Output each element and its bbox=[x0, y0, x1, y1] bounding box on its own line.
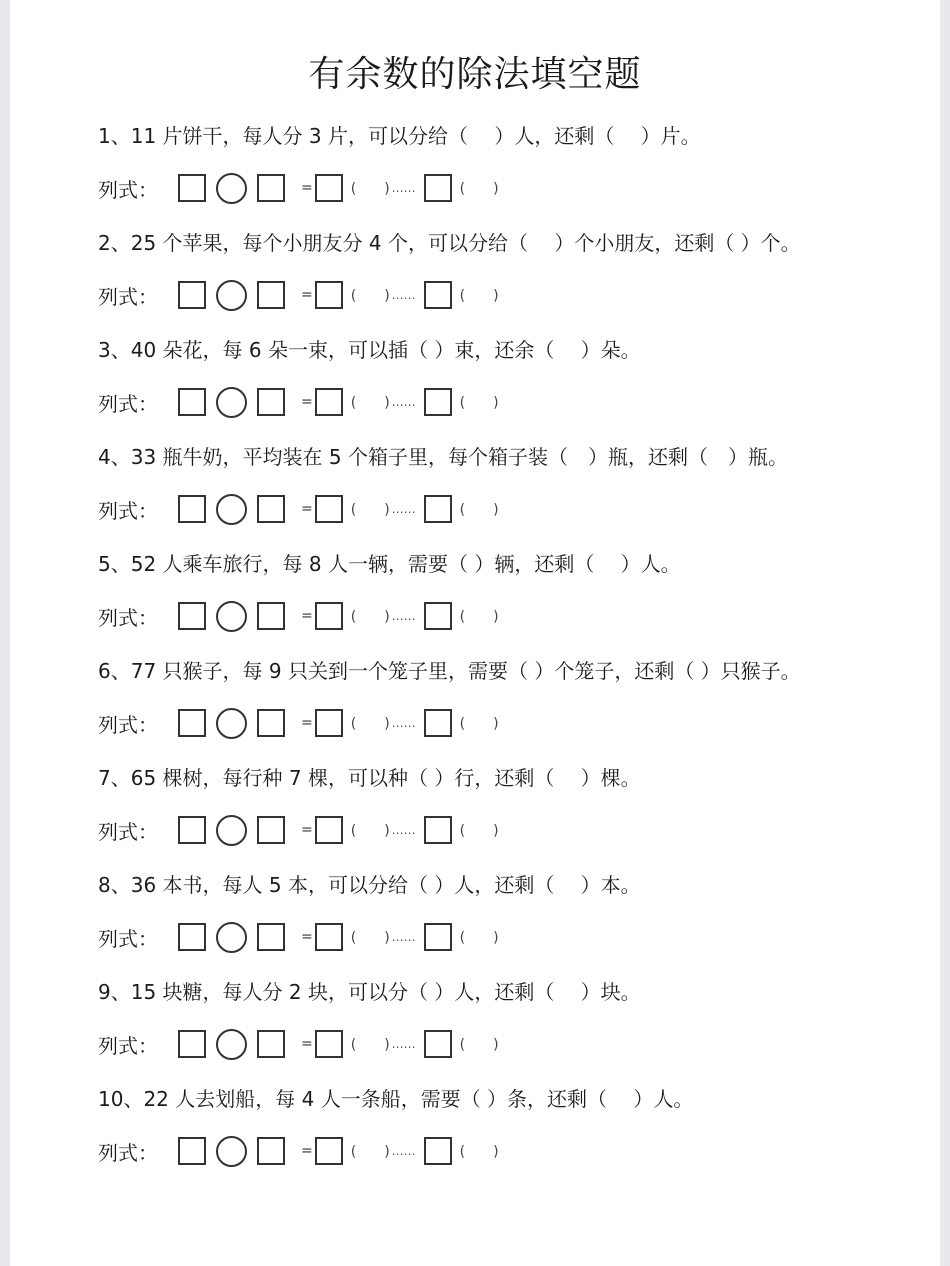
remainder-unit-blank[interactable]: ( ) bbox=[459, 930, 499, 946]
quotient-box[interactable] bbox=[315, 816, 343, 844]
remainder-dots: …… bbox=[391, 502, 416, 516]
remainder-dots: …… bbox=[391, 609, 416, 623]
operator-circle[interactable] bbox=[216, 280, 247, 311]
operator-circle[interactable] bbox=[216, 173, 247, 204]
remainder-dots: …… bbox=[391, 395, 416, 409]
dividend-box[interactable] bbox=[178, 1137, 206, 1165]
operator-circle[interactable] bbox=[216, 601, 247, 632]
quotient-box[interactable] bbox=[315, 923, 343, 951]
dividend-box[interactable] bbox=[178, 495, 206, 523]
formula-label: 列式： bbox=[98, 605, 158, 630]
formula-label: 列式： bbox=[98, 712, 158, 737]
formula-label: 列式： bbox=[98, 284, 158, 309]
quotient-unit-blank[interactable]: ( ) bbox=[350, 1144, 390, 1160]
problem-item bbox=[98, 116, 918, 223]
worksheet-page bbox=[10, 0, 940, 1266]
formula-row bbox=[98, 698, 918, 748]
formula-row bbox=[98, 377, 918, 427]
quotient-unit-blank[interactable]: ( ) bbox=[350, 609, 390, 625]
question-text: 8、36 本书，每人 5 本，可以分给（ ）人，还剩（ ）本。 bbox=[98, 873, 641, 897]
quotient-unit-blank[interactable]: ( ) bbox=[350, 181, 390, 197]
operator-circle[interactable] bbox=[216, 708, 247, 739]
dividend-box[interactable] bbox=[178, 174, 206, 202]
dividend-box[interactable] bbox=[178, 709, 206, 737]
formula-label: 列式： bbox=[98, 498, 158, 523]
quotient-box[interactable] bbox=[315, 174, 343, 202]
equals-sign: = bbox=[301, 608, 313, 624]
remainder-unit-blank[interactable]: ( ) bbox=[459, 288, 499, 304]
question-text: 6、77 只猴子，每 9 只关到一个笼子里，需要（ ）个笼子，还剩（ ）只猴子。 bbox=[98, 659, 801, 683]
equals-sign: = bbox=[301, 394, 313, 410]
dividend-box[interactable] bbox=[178, 1030, 206, 1058]
remainder-dots: …… bbox=[391, 716, 416, 730]
equals-sign: = bbox=[301, 822, 313, 838]
problem-item bbox=[98, 437, 918, 544]
equals-sign: = bbox=[301, 1036, 313, 1052]
divisor-box[interactable] bbox=[257, 174, 285, 202]
remainder-dots: …… bbox=[391, 288, 416, 302]
formula-row bbox=[98, 163, 918, 213]
remainder-box[interactable] bbox=[424, 281, 452, 309]
problem-item bbox=[98, 330, 918, 437]
remainder-box[interactable] bbox=[424, 174, 452, 202]
quotient-box[interactable] bbox=[315, 281, 343, 309]
question-text: 5、52 人乘车旅行，每 8 人一辆，需要（ ）辆，还剩（ ）人。 bbox=[98, 552, 681, 576]
remainder-unit-blank[interactable]: ( ) bbox=[459, 1037, 499, 1053]
remainder-dots: …… bbox=[391, 823, 416, 837]
remainder-unit-blank[interactable]: ( ) bbox=[459, 823, 499, 839]
formula-label: 列式： bbox=[98, 391, 158, 416]
remainder-box[interactable] bbox=[424, 495, 452, 523]
formula-row bbox=[98, 805, 918, 855]
formula-label: 列式： bbox=[98, 177, 158, 202]
divisor-box[interactable] bbox=[257, 281, 285, 309]
remainder-box[interactable] bbox=[424, 388, 452, 416]
divisor-box[interactable] bbox=[257, 495, 285, 523]
formula-row bbox=[98, 484, 918, 534]
page-title: 有余数的除法填空题 bbox=[308, 54, 642, 95]
remainder-dots: …… bbox=[391, 930, 416, 944]
equals-sign: = bbox=[301, 1143, 313, 1159]
remainder-box[interactable] bbox=[424, 923, 452, 951]
quotient-box[interactable] bbox=[315, 388, 343, 416]
quotient-box[interactable] bbox=[315, 602, 343, 630]
remainder-unit-blank[interactable]: ( ) bbox=[459, 181, 499, 197]
question-text: 1、11 片饼干，每人分 3 片，可以分给（ ）人，还剩（ ）片。 bbox=[98, 124, 701, 148]
dividend-box[interactable] bbox=[178, 388, 206, 416]
formula-label: 列式： bbox=[98, 1033, 158, 1058]
remainder-box[interactable] bbox=[424, 816, 452, 844]
remainder-unit-blank[interactable]: ( ) bbox=[459, 1144, 499, 1160]
remainder-unit-blank[interactable]: ( ) bbox=[459, 716, 499, 732]
operator-circle[interactable] bbox=[216, 815, 247, 846]
divisor-box[interactable] bbox=[257, 388, 285, 416]
dividend-box[interactable] bbox=[178, 602, 206, 630]
quotient-box[interactable] bbox=[315, 1137, 343, 1165]
quotient-box[interactable] bbox=[315, 709, 343, 737]
equals-sign: = bbox=[301, 715, 313, 731]
divisor-box[interactable] bbox=[257, 816, 285, 844]
problem-item bbox=[98, 544, 918, 651]
dividend-box[interactable] bbox=[178, 816, 206, 844]
operator-circle[interactable] bbox=[216, 387, 247, 418]
problem-item bbox=[98, 972, 918, 1079]
operator-circle[interactable] bbox=[216, 1029, 247, 1060]
quotient-unit-blank[interactable]: ( ) bbox=[350, 716, 390, 732]
equals-sign: = bbox=[301, 501, 313, 517]
problem-item bbox=[98, 651, 918, 758]
formula-row bbox=[98, 912, 918, 962]
problem-item bbox=[98, 865, 918, 972]
dividend-box[interactable] bbox=[178, 281, 206, 309]
question-text: 3、40 朵花，每 6 朵一束，可以插（ ）束，还余（ ）朵。 bbox=[98, 338, 641, 362]
formula-row bbox=[98, 1126, 918, 1176]
divisor-box[interactable] bbox=[257, 709, 285, 737]
remainder-unit-blank[interactable]: ( ) bbox=[459, 502, 499, 518]
formula-label: 列式： bbox=[98, 926, 158, 951]
problem-item bbox=[98, 223, 918, 330]
divisor-box[interactable] bbox=[257, 1137, 285, 1165]
quotient-unit-blank[interactable]: ( ) bbox=[350, 930, 390, 946]
formula-row bbox=[98, 591, 918, 641]
remainder-unit-blank[interactable]: ( ) bbox=[459, 609, 499, 625]
quotient-unit-blank[interactable]: ( ) bbox=[350, 823, 390, 839]
operator-circle[interactable] bbox=[216, 494, 247, 525]
equals-sign: = bbox=[301, 287, 313, 303]
quotient-box[interactable] bbox=[315, 495, 343, 523]
remainder-box[interactable] bbox=[424, 602, 452, 630]
problem-list bbox=[98, 116, 918, 1186]
formula-row bbox=[98, 1019, 918, 1069]
remainder-dots: …… bbox=[391, 1144, 416, 1158]
remainder-box[interactable] bbox=[424, 1030, 452, 1058]
formula-label: 列式： bbox=[98, 1140, 158, 1165]
quotient-unit-blank[interactable]: ( ) bbox=[350, 395, 390, 411]
equals-sign: = bbox=[301, 180, 313, 196]
remainder-dots: …… bbox=[391, 1037, 416, 1051]
remainder-unit-blank[interactable]: ( ) bbox=[459, 395, 499, 411]
remainder-box[interactable] bbox=[424, 709, 452, 737]
equals-sign: = bbox=[301, 929, 313, 945]
quotient-box[interactable] bbox=[315, 1030, 343, 1058]
quotient-unit-blank[interactable]: ( ) bbox=[350, 1037, 390, 1053]
remainder-dots: …… bbox=[391, 181, 416, 195]
divisor-box[interactable] bbox=[257, 1030, 285, 1058]
divisor-box[interactable] bbox=[257, 923, 285, 951]
question-text: 7、65 棵树，每行种 7 棵，可以种（ ）行，还剩（ ）棵。 bbox=[98, 766, 641, 790]
problem-item bbox=[98, 1079, 918, 1186]
quotient-unit-blank[interactable]: ( ) bbox=[350, 288, 390, 304]
operator-circle[interactable] bbox=[216, 1136, 247, 1167]
formula-row bbox=[98, 270, 918, 320]
divisor-box[interactable] bbox=[257, 602, 285, 630]
remainder-box[interactable] bbox=[424, 1137, 452, 1165]
question-text: 4、33 瓶牛奶，平均装在 5 个箱子里，每个箱子装（ ）瓶，还剩（ ）瓶。 bbox=[98, 445, 788, 469]
formula-label: 列式： bbox=[98, 819, 158, 844]
dividend-box[interactable] bbox=[178, 923, 206, 951]
problem-item bbox=[98, 758, 918, 865]
question-text: 9、15 块糖，每人分 2 块，可以分（ ）人，还剩（ ）块。 bbox=[98, 980, 641, 1004]
operator-circle[interactable] bbox=[216, 922, 247, 953]
quotient-unit-blank[interactable]: ( ) bbox=[350, 502, 390, 518]
question-text: 10、22 人去划船，每 4 人一条船，需要（ ）条，还剩（ ）人。 bbox=[98, 1087, 694, 1111]
question-text: 2、25 个苹果，每个小朋友分 4 个，可以分给（ ）个小朋友，还剩（ ）个。 bbox=[98, 231, 801, 255]
